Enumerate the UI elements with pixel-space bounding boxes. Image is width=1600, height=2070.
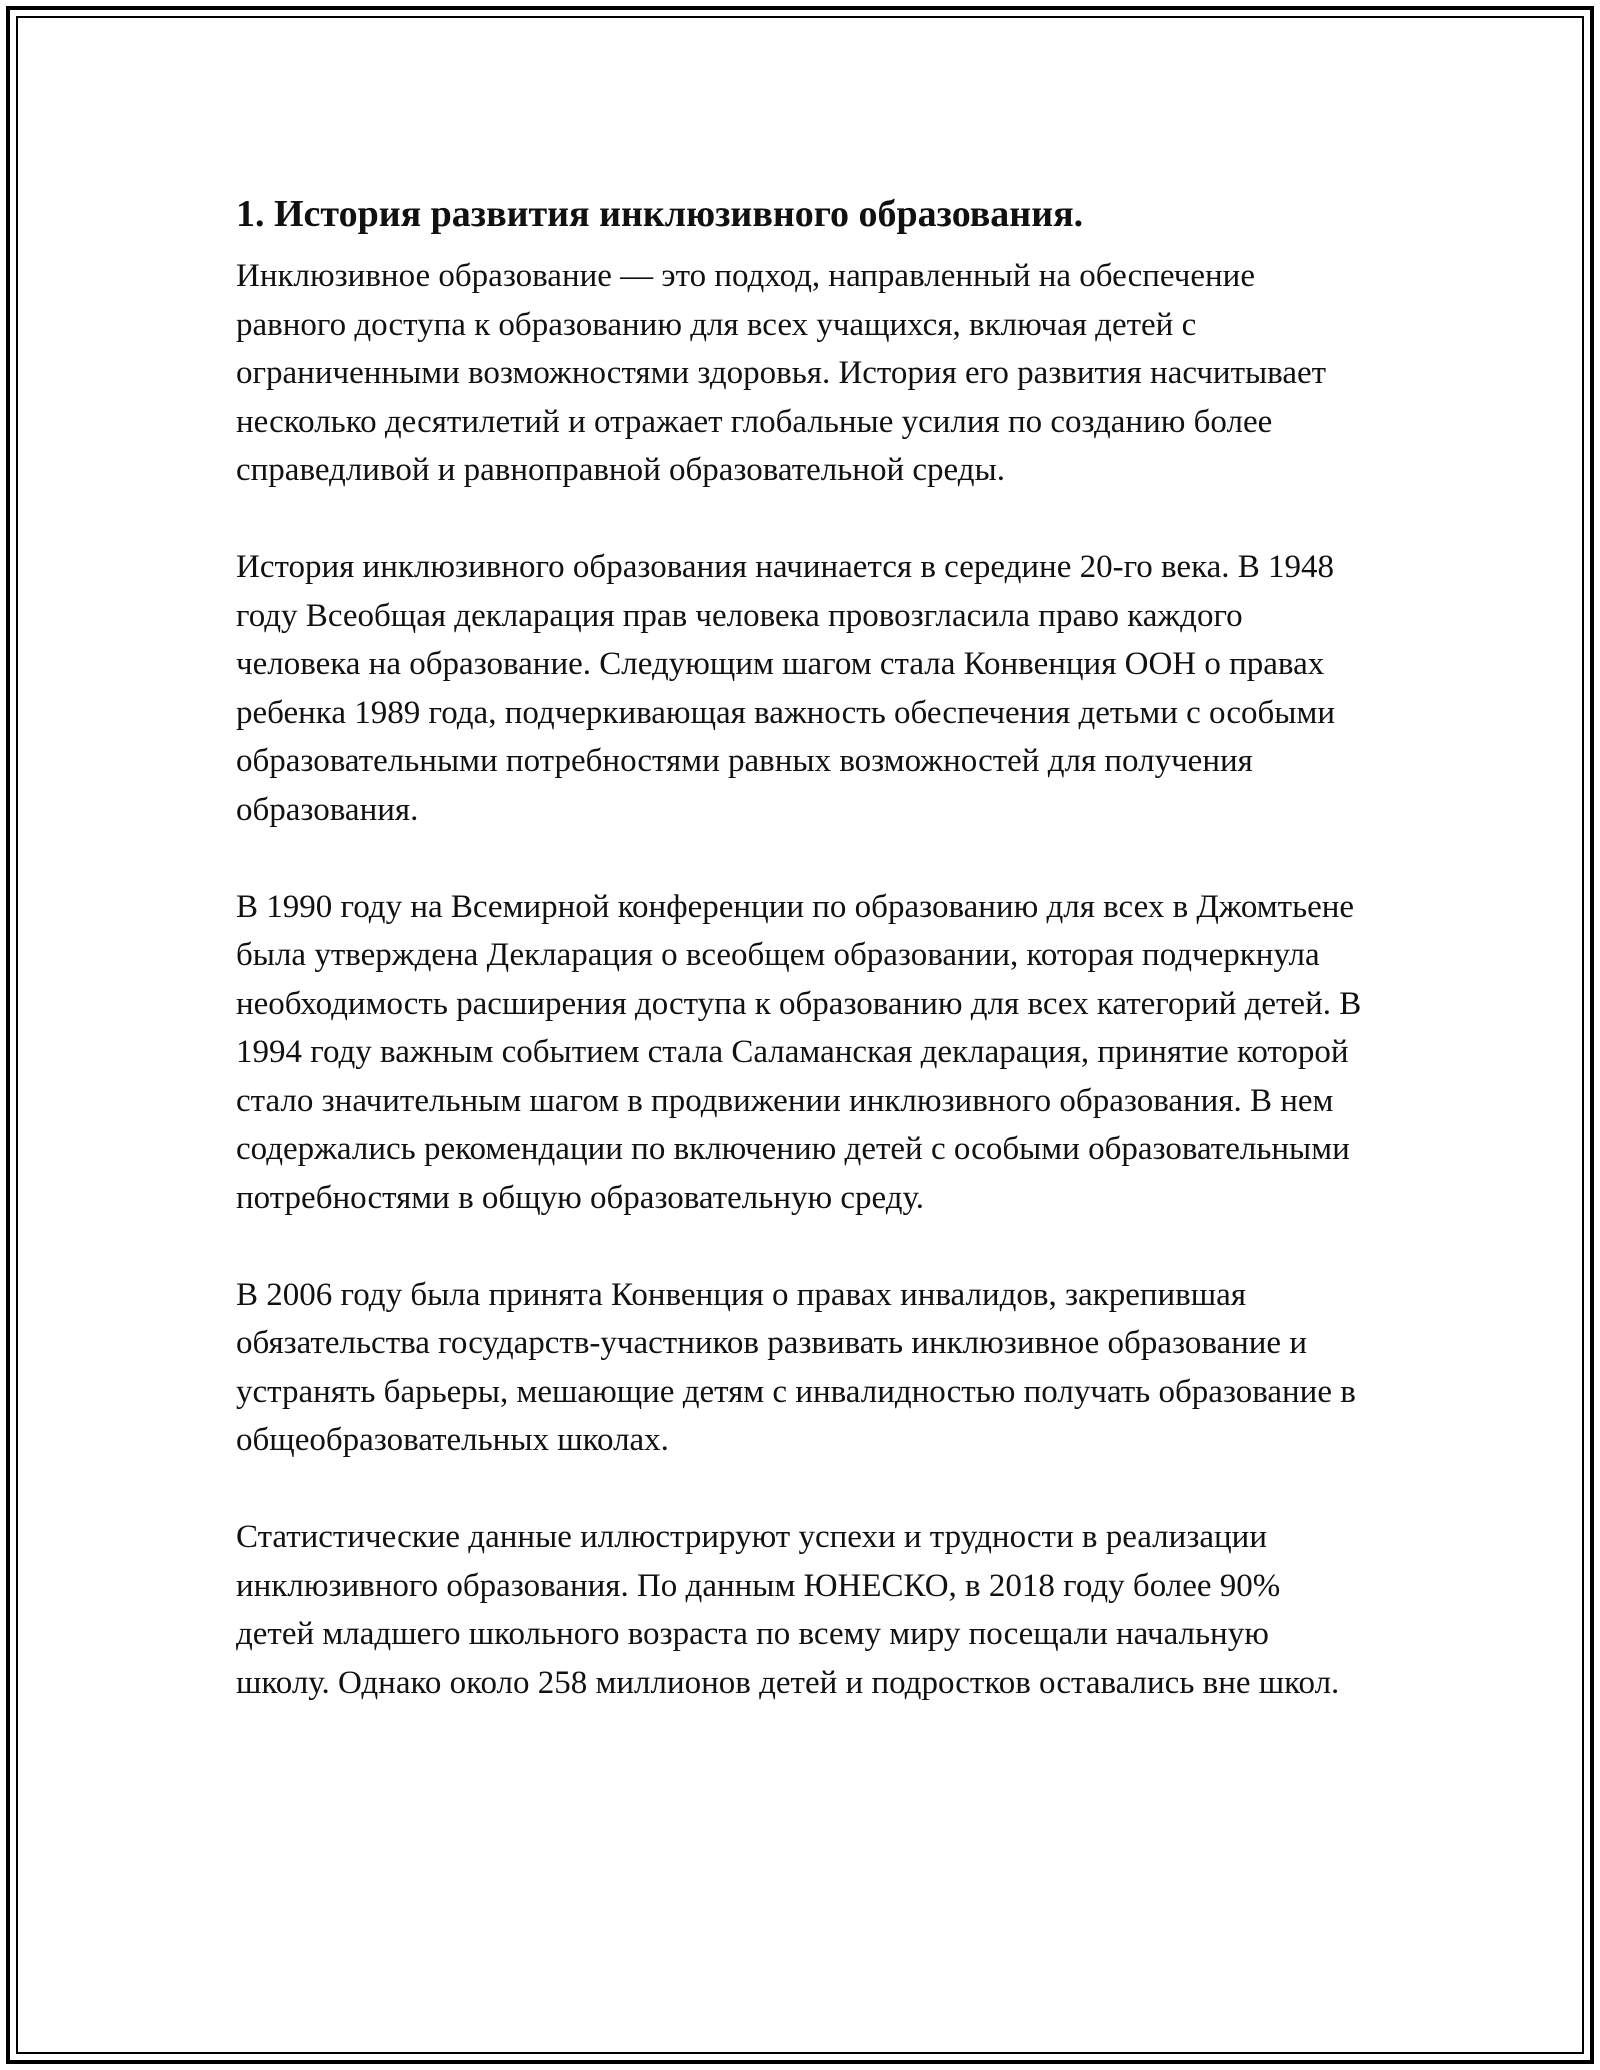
- paragraph-statistics: Статистические данные иллюстрируют успехи и трудности в реализации инклюзивного образования. По данным ЮНЕСКО, в 2018 году более 90% детей младшего школьного возраста по всему миру посещали начальную школу. Однако около 258 миллионов детей и подростков оставались вне школ.: [236, 1519, 1340, 1701]
- paragraph-1990-1994: В 1990 году на Всемирной конференции по образованию для всех в Джомтьене была утверждена Декларация о всеобщем образовании, которая подчеркнула необходимость расширения доступа к образованию для всех категорий детей. В 1994 году важным событием стала Саламанская декларация, принятие которой стало значительным шагом в продвижении инклюзивного образования. В нем содержались рекомендации по включению детей с особыми образовательными потребностями в общую образовательную среду.: [236, 888, 1362, 1216]
- section-heading: 1. История развития инклюзивного образования.: [236, 193, 1084, 235]
- paragraph-early-history: История инклюзивного образования начинается в середине 20-го века. В 1948 году Всеобщая декларация прав человека провозгласила право каждого человека на образование. Следующим шагом стала Конвенция ООН о правах ребенка 1989 года, подчеркивающая важность обеспечения детьми с особыми образовательными потребностями равных возможностей для получения образования.: [236, 549, 1336, 828]
- paragraph-definition: Инклюзивное образование — это подход, направленный на обеспечение равного доступа к образованию для всех учащихся, включая детей с ограниченными возможностями здоровья. История его развития насчитывает несколько десятилетий и отражает глобальные усилия по созданию более справедливой и равноправной образовательной среды.: [236, 258, 1327, 488]
- paragraph-2006: В 2006 году была принята Конвенция о правах инвалидов, закрепившая обязательства государств-участников развивать инклюзивное образование и устранять барьеры, мешающие детям с инвалидностью получать образование в общеобразовательных школах.: [236, 1276, 1356, 1458]
- document-body: [236, 188, 1366, 1707]
